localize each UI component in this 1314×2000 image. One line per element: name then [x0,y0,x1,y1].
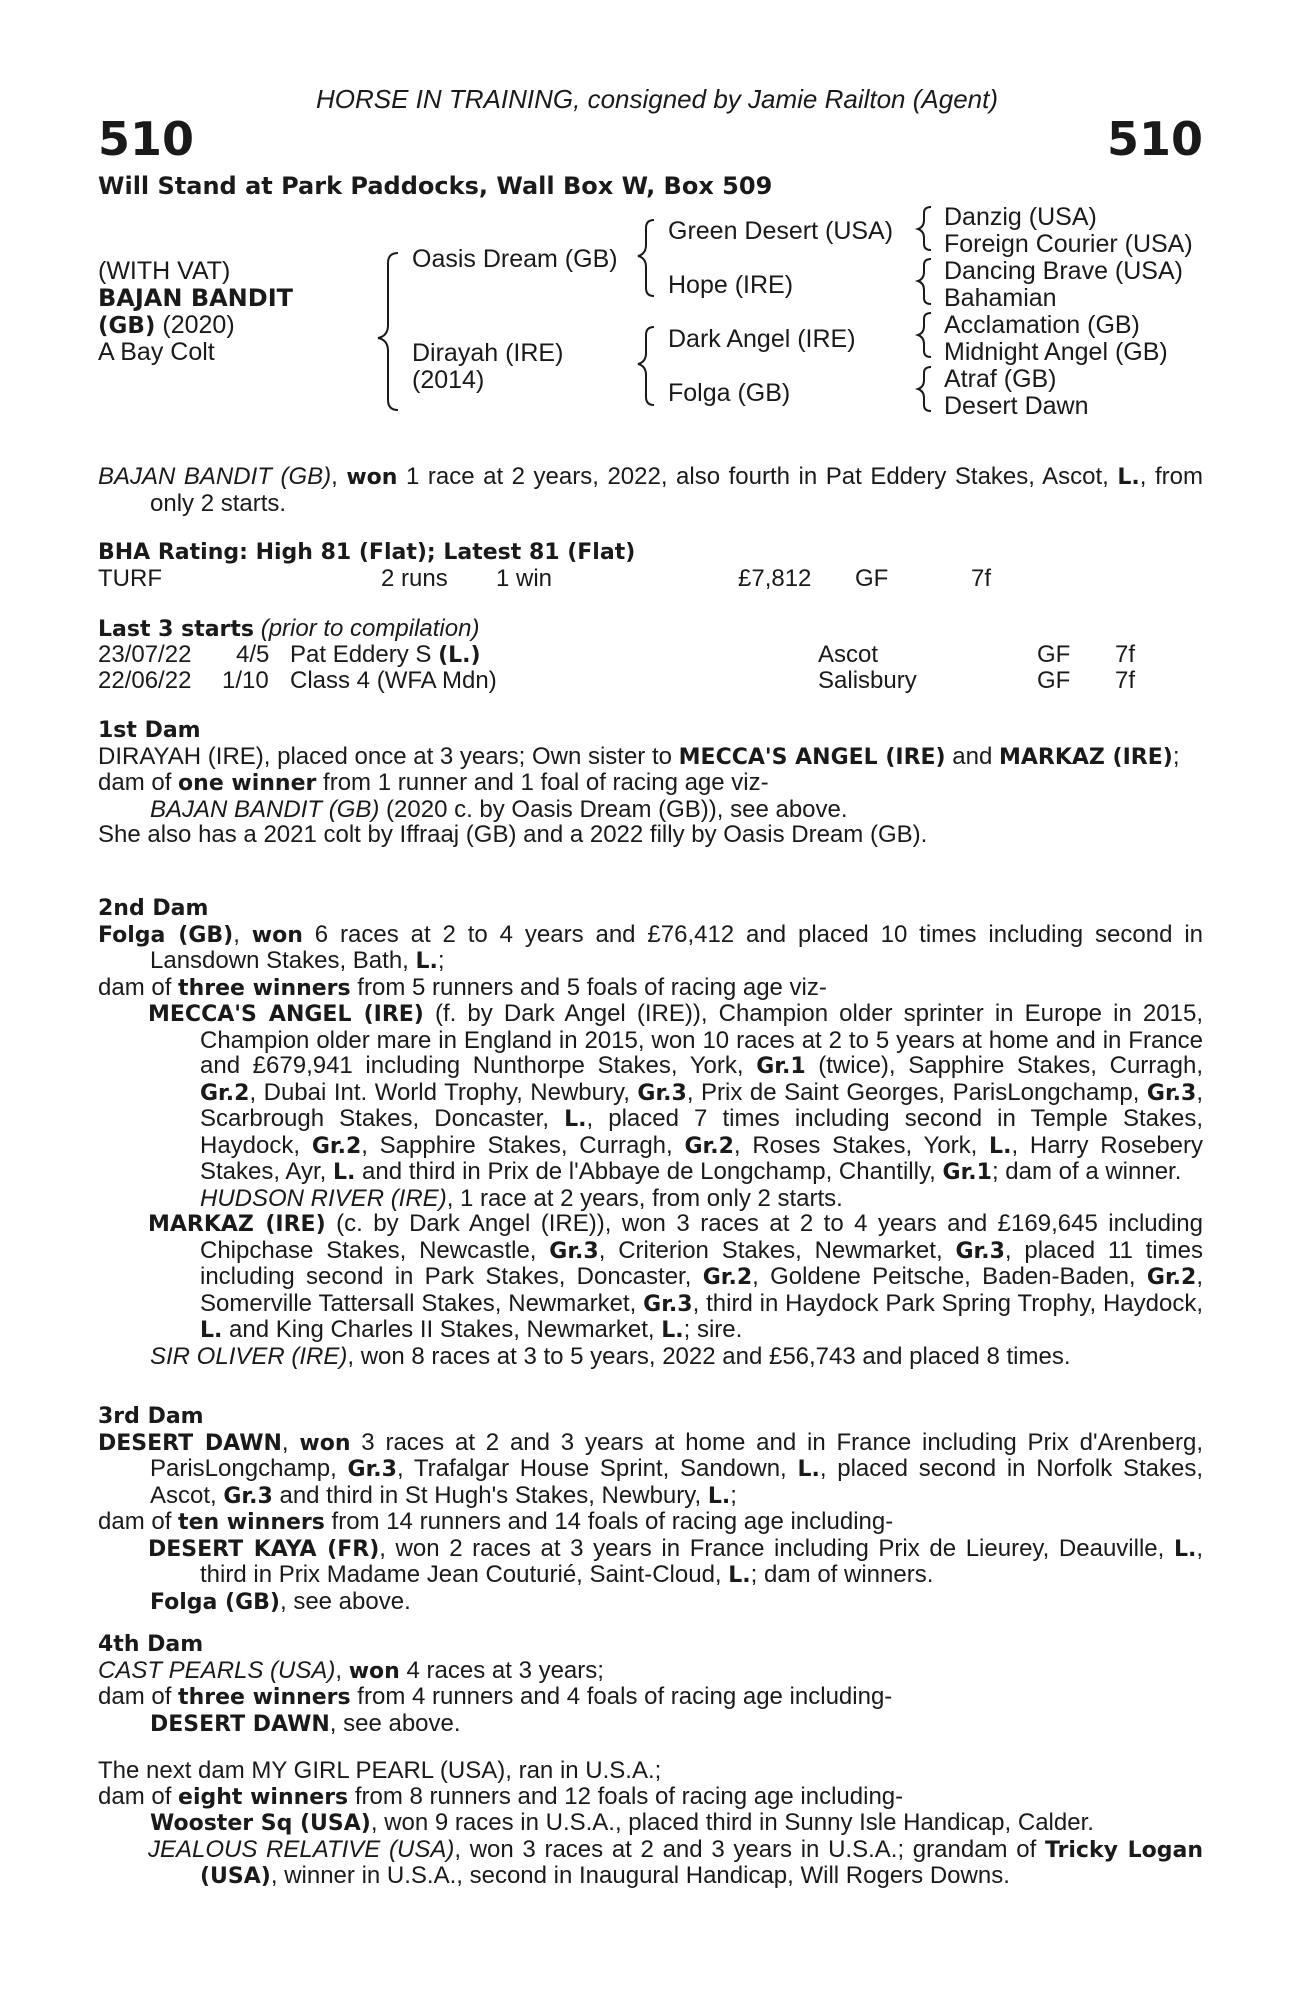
start-date: 23/07/22 [98,641,192,668]
next-dam-description: The next dam MY GIRL PEARL (USA), ran in U.S.A.; [98,1757,662,1784]
start-distance: 7f [1115,667,1136,694]
start-going: GF [1037,667,1071,694]
fourth-dam-produce-line: dam of three winners from 4 runners and 4 foals of racing age including- [98,1683,893,1710]
start-position: 4/5 [236,641,270,668]
horse-country: (GB) [98,313,156,339]
next-dam-produce-line: dam of eight winners from 8 runners and 12 foals of racing age including- [98,1782,904,1810]
summary-text-end: , from only 2 starts. [150,463,1203,517]
pedigree-g8: Desert Dawn [944,392,1089,420]
horse-year: (2020) [162,311,235,339]
produce-sir-oliver: SIR OLIVER (IRE), won 8 races at 3 to 5 years, 2022 and £56,743 and placed 8 times. [150,1342,1071,1370]
last-starts-note: (prior to compilation) [260,615,480,642]
pedigree-g6: Midnight Angel (GB) [944,338,1168,366]
first-dam-section [98,718,1203,848]
summary-won: won [346,465,398,490]
rating-distance: 7f [971,565,992,592]
pedigree-bracket-g1 [918,207,931,250]
start-date: 22/06/22 [98,667,192,694]
pedigree-bracket-sire [638,220,654,296]
third-dam-produce-line: dam of ten winners from 14 runners and 14 foals of racing age including- [98,1508,894,1535]
pedigree-sire-dam: Hope (IRE) [668,271,794,299]
third-dam-section [98,1404,1203,1615]
pedigree-sire-sire: Green Desert (USA) [668,217,894,245]
start-course: Salisbury [818,667,917,694]
first-dam-description: DIRAYAH (IRE), placed once at 3 years; Own sister to MECCA'S ANGEL (IRE) and MARKAZ (IRE); [98,742,1180,770]
first-dam-foal: BAJAN BANDIT (GB) (2020 c. by Oasis Dream (GB)), see above. [150,795,848,823]
pedigree-dam: Dirayah (IRE) [412,339,564,367]
start-course: Ascot [818,641,879,668]
pedigree-bracket-g4 [918,367,931,411]
last-starts-heading [98,615,479,643]
start-race [290,641,481,669]
pedigree-dam-sire: Dark Angel (IRE) [668,325,856,353]
pedigree-g1: Danzig (USA) [944,203,1097,231]
pedigree-bracket-dam [638,327,654,405]
pedigree-g7: Atraf (GB) [944,365,1057,393]
horse-name: BAJAN BANDIT [98,284,293,312]
produce-desert-kaya: DESERT KAYA (FR), won 2 races at 3 years in France including Prix de Lieurey, Deauville, L., third in Prix Madame Jean Couturié, Saint-Cloud, L.; dam of winners. [148,1534,1203,1588]
rating-surface: TURF [98,565,162,592]
first-dam-heading: 1st Dam [98,718,201,743]
start-going: GF [1037,641,1071,668]
second-dam-produce-line: dam of three winners from 5 runners and 5 foals of racing age viz- [98,973,827,1001]
consignment-line: HORSE IN TRAINING, consigned by Jamie Railton (Agent) [315,84,999,114]
produce-wooster-sq: Wooster Sq (USA), won 9 races in U.S.A., placed third in Sunny Isle Handicap, Calder. [150,1809,1094,1836]
pedigree-dam-year: (2014) [412,366,485,394]
pedigree-g3: Dancing Brave (USA) [944,257,1183,285]
summary-listed: L. [1117,465,1140,490]
first-dam-note: She also has a 2021 colt by Iffraaj (GB) and a 2022 filly by Oasis Dream (GB). [98,821,928,848]
rating-going: GF [855,565,889,592]
start-race-name: Pat Eddery S [290,641,439,668]
second-dam-description: Folga (GB), won 6 races at 2 to 4 years and £76,412 and placed 10 times including second in Lansdown Stakes, Bath, L.; [98,920,1203,974]
summary-horse-name: BAJAN BANDIT (GB) [98,463,332,490]
pedigree-dam-dam: Folga (GB) [668,379,791,407]
pedigree-g5: Acclamation (GB) [944,311,1140,339]
horse-description: A Bay Colt [98,338,215,366]
second-dam-section [98,896,1203,1369]
race-summary: BAJAN BANDIT (GB), won 1 race at 2 years, 2022, also fourth in Pat Eddery Stakes, Ascot, L., from only 2 starts. [98,463,1203,517]
fourth-dam-description: CAST PEARLS (USA), won 4 races at 3 years; [98,1656,604,1684]
produce-desert-dawn: DESERT DAWN, see above. [150,1709,461,1737]
pedigree-bracket-g2 [918,259,931,304]
fourth-dam-section [98,1632,1203,1737]
start-race-class: (L.) [438,643,481,668]
produce-mecca-s-angel: MECCA'S ANGEL (IRE) (f. by Dark Angel (IRE)), Champion older sprinter in Europe in 2015, Champion older mare in England in 2015, won 10 races at 2 to 5 years at home and in France and £679,941 including Nunthorpe Stakes, York, Gr.1 (twice), Sapphire Stakes, Curragh, Gr.2, Dubai Int. World Trophy, Newbury, Gr.3, Prix de Saint Georges, ParisLongchamp, Gr.3, Scarbrough Stakes, Doncaster, L., placed 7 times including second in Temple Stakes, Haydock, Gr.2, Sapphire Stakes, Curragh, Gr.2, Roses Stakes, York, L., Harry Rosebery Stakes, Ayr, L. and third in Prix de l'Abbaye de Longchamp, Chantilly, Gr.1; dam of a winner. [148,1000,1204,1185]
third-dam-description: DESERT DAWN, won 3 races at 2 and 3 years at home and in France including Prix d'Arenberg, ParisLongchamp, Gr.3, Trafalgar House Sprint, Sandown, L., placed second in Norfolk Stakes, Ascot, Gr.3 and third in St Hugh's Stakes, Newbury, L.; [98,1428,1204,1509]
third-dam-heading: 3rd Dam [98,1404,204,1429]
pedigree-brackets [0,0,1314,440]
start-distance: 7f [1115,641,1136,668]
pedigree-bracket-main [378,253,398,410]
vat-note: (WITH VAT) [98,257,231,285]
produce-jealous-relative: JEALOUS RELATIVE (USA), won 3 races at 2 and 3 years in U.S.A.; grandam of Tricky Logan (USA), winner in U.S.A., second in Inaugural Handicap, Will Rogers Downs. [148,1835,1204,1889]
rating-wins: 1 win [496,565,553,592]
next-dam-section [98,1758,1203,1890]
first-dam-produce-line: dam of one winner from 1 runner and 1 foal of racing age viz- [98,769,769,796]
start-position: 1/10 [222,667,269,694]
pedigree-g2: Foreign Courier (USA) [944,230,1193,258]
start-race [290,667,497,695]
stabling-line: Will Stand at Park Paddocks, Wall Box W, Box 509 [98,172,773,200]
lot-number-right: 510 [1106,112,1203,166]
rating-runs: 2 runs [381,565,448,592]
summary-text: 1 race at 2 years, 2022, also fourth in Pat Eddery Stakes, Ascot, [397,463,1118,490]
pedigree-g4: Bahamian [944,284,1057,312]
start-race-name: Class 4 (WFA Mdn) [290,667,497,694]
produce-folga: Folga (GB), see above. [150,1587,411,1615]
produce-markaz: MARKAZ (IRE) (c. by Dark Angel (IRE)), won 3 races at 2 to 4 years and £169,645 including Chipchase Stakes, Newcastle, Gr.3, Criterion Stakes, Newmarket, Gr.3, placed 11 times including second in Park Stakes, Doncaster, Gr.2, Goldene Peitsche, Baden-Baden, Gr.2, Somerville Tattersall Stakes, Newmarket, Gr.3, third in Haydock Park Spring Trophy, Haydock, L. and King Charles II Stakes, Newmarket, L.; sire. [148,1210,1204,1343]
pedigree-sire: Oasis Dream (GB) [412,245,618,273]
rating-earnings: £7,812 [738,565,812,592]
second-dam-heading: 2nd Dam [98,896,209,921]
produce-hudson-river: HUDSON RIVER (IRE), 1 race at 2 years, from only 2 starts. [200,1184,843,1212]
last-starts-title: Last 3 starts [98,617,255,642]
bha-rating: BHA Rating: High 81 (Flat); Latest 81 (Flat) [98,540,636,565]
fourth-dam-heading: 4th Dam [98,1632,204,1657]
pedigree-bracket-g3 [918,313,931,357]
lot-number-left: 510 [98,112,195,166]
